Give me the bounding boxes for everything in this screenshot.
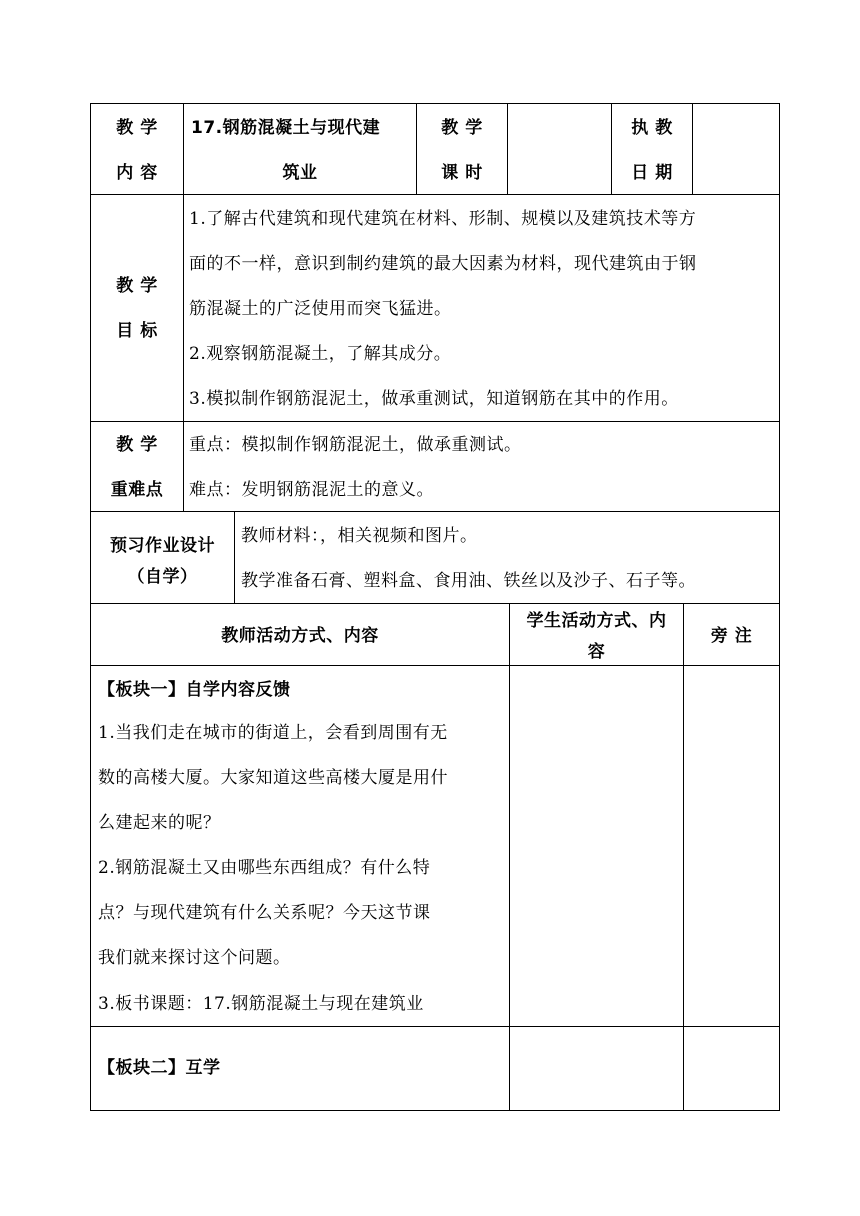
key-point-line: 重点：模拟制作钢筋混泥土，做承重测试。 bbox=[189, 435, 522, 455]
table-border bbox=[90, 194, 780, 195]
key-points-label: 重难点 bbox=[110, 480, 164, 500]
table-border bbox=[90, 511, 780, 512]
lesson-title: 17.钢筋混凝土与现代建 bbox=[191, 118, 381, 138]
block-one-line: 我们就来探讨这个问题。 bbox=[98, 948, 291, 968]
preview-line: 教学准备石膏、塑料盒、食用油、铁丝以及沙子、石子等。 bbox=[241, 571, 696, 591]
table-border bbox=[779, 103, 780, 1111]
objectives-label: 目 标 bbox=[116, 321, 158, 341]
table-border bbox=[692, 103, 693, 195]
table-border bbox=[234, 511, 235, 604]
date-label: 执 教 bbox=[631, 118, 673, 138]
objectives-label: 教 学 bbox=[116, 276, 158, 296]
objective-line: 2.观察钢筋混凝土，了解其成分。 bbox=[189, 344, 452, 364]
content-label: 教 学 bbox=[116, 118, 158, 138]
objective-line: 1.了解古代建筑和现代建筑在材料、形制、规模以及建筑技术等方 bbox=[189, 209, 697, 229]
key-point-line: 难点：发明钢筋混泥土的意义。 bbox=[189, 480, 434, 500]
objective-line: 面的不一样，意识到制约建筑的最大因素为材料，现代建筑由于钢 bbox=[189, 254, 697, 274]
teacher-activity-header: 教师活动方式、内容 bbox=[221, 626, 379, 646]
block-one-line: 点？与现代建筑有什么关系呢？今天这节课 bbox=[98, 903, 431, 923]
table-border bbox=[90, 103, 780, 104]
block-one-line: 3.板书课题：17.钢筋混凝土与现在建筑业 bbox=[98, 994, 424, 1014]
block-two-title: 【板块二】互学 bbox=[98, 1058, 221, 1078]
student-activity-header: 学生活动方式、内 bbox=[526, 611, 667, 631]
objective-line: 筋混凝土的广泛使用而突飞猛进。 bbox=[189, 299, 452, 319]
table-border bbox=[90, 103, 91, 1111]
table-border bbox=[507, 103, 508, 195]
table-border bbox=[509, 603, 510, 1111]
table-border bbox=[90, 1110, 780, 1111]
notes-header: 旁 注 bbox=[710, 626, 753, 646]
table-border bbox=[90, 665, 780, 666]
table-border bbox=[683, 603, 684, 1111]
lesson-title: 筑业 bbox=[282, 163, 318, 183]
student-activity-header: 容 bbox=[587, 642, 606, 662]
preview-line: 教师材料：，相关视频和图片。 bbox=[241, 526, 478, 546]
block-one-line: 么建起来的呢？ bbox=[98, 813, 221, 833]
content-label: 内 容 bbox=[116, 163, 158, 183]
block-one-line: 1.当我们走在城市的街道上，会看到周围有无 bbox=[98, 723, 448, 743]
objective-line: 3.模拟制作钢筋混泥土，做承重测试，知道钢筋在其中的作用。 bbox=[189, 389, 679, 409]
hours-label: 教 学 bbox=[441, 118, 483, 138]
block-one-line: 2.钢筋混凝土又由哪些东西组成？有什么特 bbox=[98, 858, 431, 878]
key-points-label: 教 学 bbox=[116, 435, 158, 455]
block-one-line: 数的高楼大厦。大家知道这些高楼大厦是用什 bbox=[98, 768, 448, 788]
table-border bbox=[90, 1026, 780, 1027]
preview-label: 预习作业设计 bbox=[110, 536, 215, 556]
date-label: 日 期 bbox=[631, 163, 673, 183]
preview-label: （自学） bbox=[127, 567, 198, 587]
hours-label: 课 时 bbox=[441, 163, 483, 183]
table-border bbox=[183, 194, 184, 512]
table-border bbox=[90, 421, 780, 422]
block-one-title: 【板块一】自学内容反馈 bbox=[98, 680, 291, 700]
table-border bbox=[90, 603, 780, 604]
